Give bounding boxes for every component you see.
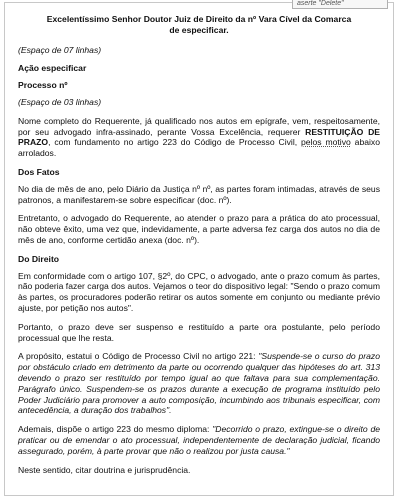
direito-p4-quote: "Decorrido o prazo, extingue-se o direito de praticar ou de emendar o ato processual, independentemente de declaração judicial, ficando assegurado, porém, à parte provar que não o realizou por justa causa."	[18, 424, 381, 456]
fatos-paragraph-2: Entretanto, o advogado do Requerente, ao atender o prazo para a prática do ato processual, não obteve êxito, uma vez que, indevidamente, a parte adversa fez carga dos autos no dia de mês de ano, conforme certidão anexa (doc. nº).	[18, 213, 380, 245]
intro-dotted: pelos motivo	[301, 137, 351, 148]
fatos-paragraph-1: No dia de mês de ano, pelo Diário da Justiça nº nº, as partes foram intimadas, através de seus patronos, a manifestarem-se sobre especificar (doc. nº).	[18, 183, 380, 205]
direito-paragraph-5: Neste sentido, citar doutrina e jurisprudência.	[18, 464, 191, 475]
process-number: Processo nº	[18, 80, 68, 91]
direito-p4-text: Ademais, dispõe o artigo 223 do mesmo diploma:	[18, 424, 213, 435]
direito-p3-text: A propósito, estatui o Código de Processo Civil no artigo 221:	[18, 351, 259, 362]
header-line-1: Excelentíssimo Senhor Doutor Juiz de Direito da nº Vara Cível da Comarca	[46, 14, 352, 24]
direito-p3-quote: "Suspende-se o curso do prazo por obstáculo criado em detrimento da parte ou ocorrendo qualquer das hipóteses do art. 313 devendo o prazo ser restituído por tempo igual ao que faltava para sua complementação. Parágrafo único. Suspendem-se os prazos durante a execução de programa instituído pelo Poder Judiciário para promover a auto composição, incumbindo aos tribunais especificar, com antecedência, a duração dos trabalhos".	[18, 351, 380, 416]
intro-text-3: abaixo arrolados.	[18, 137, 380, 159]
direito-paragraph-1: Em conformidade com o artigo 107, §2º, do CPC, o advogado, ante o prazo comum às partes, não poderia fazer carga dos autos. Vejamos o teor do dispositivo legal: "Sendo o prazo comum às partes, os procuradores poderão retirar os autos somente em conjunto ou mediante prévio ajuste, por petição nos autos".	[18, 270, 380, 313]
intro-highlight: RESTITUIÇÃO DE PRAZO	[18, 126, 381, 148]
action-title: Ação especificar	[18, 63, 87, 74]
direito-paragraph-4	[18, 424, 380, 456]
intro-text-2: , com fundamento no artigo 223 do Código de Processo Civil,	[48, 137, 302, 148]
document-body[interactable]	[18, 14, 380, 483]
petition-header	[18, 14, 380, 36]
direito-paragraph-2: Portanto, o prazo deve ser suspenso e restituído a parte ora postulante, pelo período processual que lhe resta.	[18, 321, 380, 343]
spacing-note-1: (Espaço de 07 linhas)	[18, 44, 102, 55]
header-line-2: de especificar.	[169, 24, 229, 35]
comment-balloon[interactable]: aserte "Delete"	[292, 0, 388, 9]
section-title-direito: Do Direito	[18, 253, 60, 264]
direito-paragraph-3	[18, 351, 380, 416]
spacing-note-2: (Espaço de 03 linhas)	[18, 96, 102, 107]
intro-text-1: Nome completo do Requerente, já qualificado nos autos em epígrafe, vem, respeitosamente, por seu advogado infra-assinado, perante Vossa Excelência, requerer	[18, 115, 380, 137]
section-title-fatos: Dos Fatos	[18, 166, 60, 177]
intro-paragraph	[18, 116, 380, 159]
